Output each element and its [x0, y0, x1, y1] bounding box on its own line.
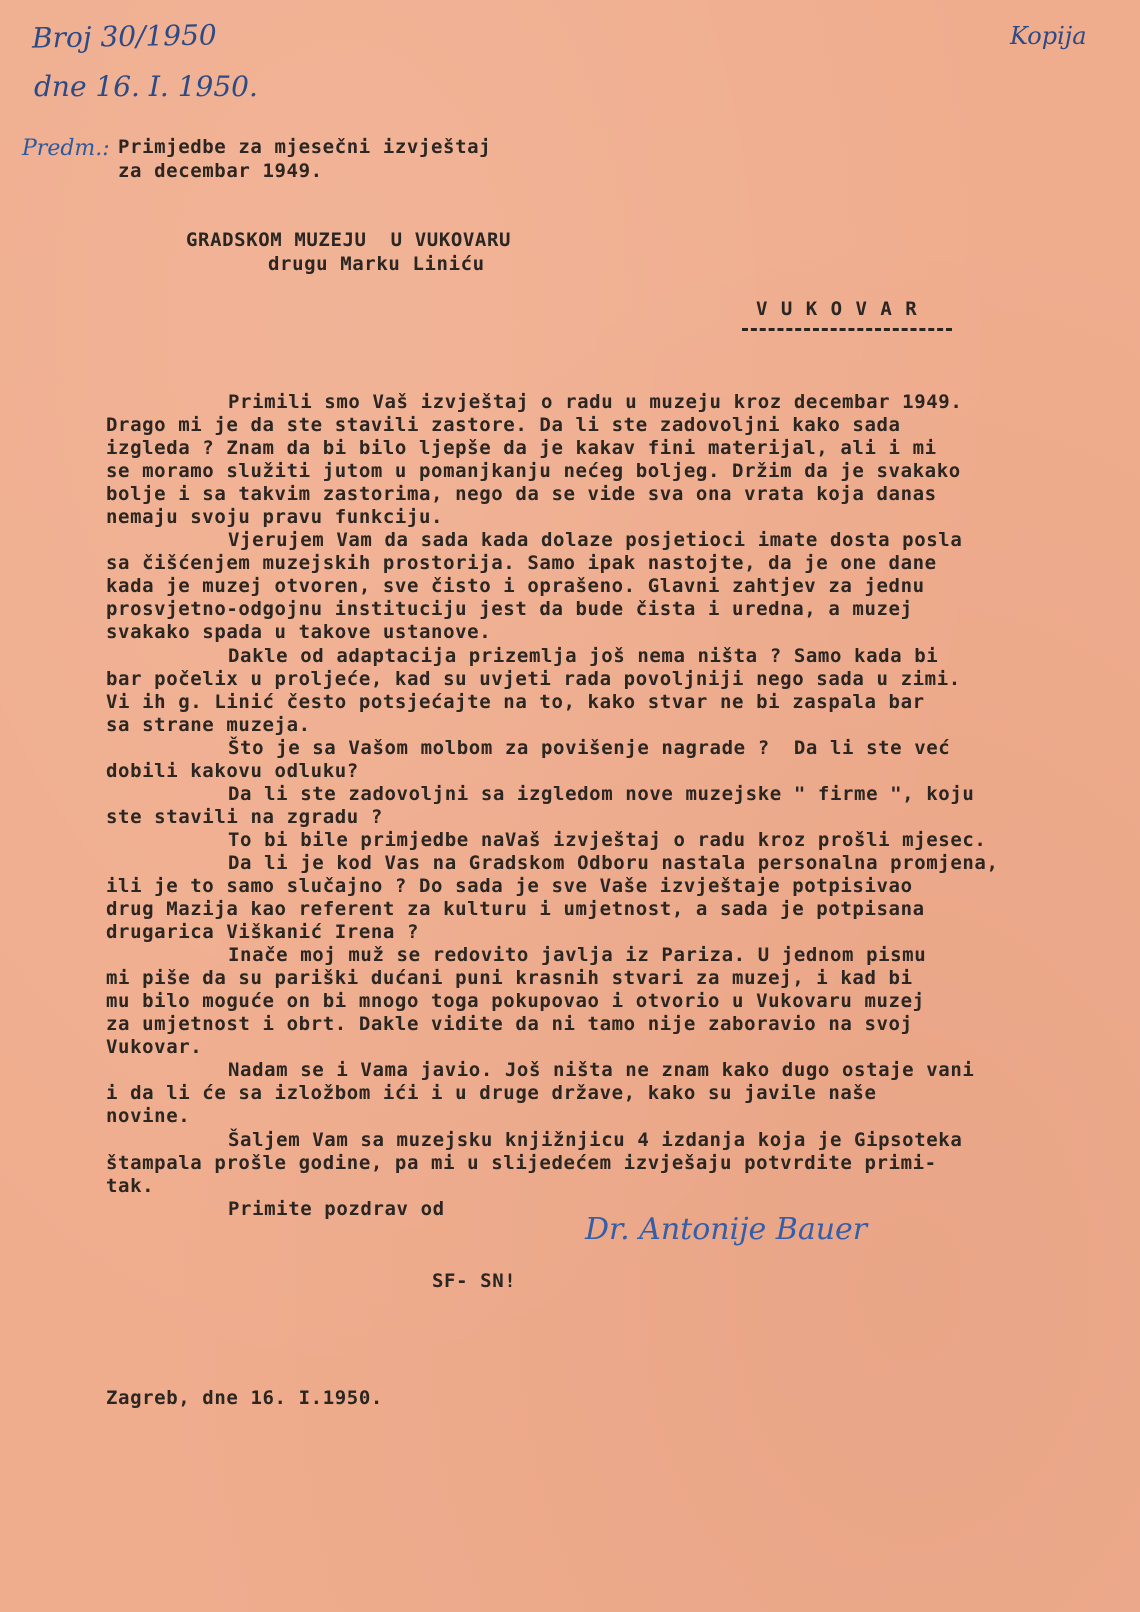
place-date: Zagreb, dne 16. I.1950. [106, 1387, 383, 1409]
body-line: novine. [106, 1105, 191, 1128]
body-line: Vi ih g. Linić često potsjećajte na to, kako stvar ne bi zaspala bar [106, 690, 925, 713]
body-line: svakako spada u takove ustanove. [106, 621, 492, 644]
body-line: Vukovar. [106, 1036, 203, 1059]
body-line: Drago mi je da ste stavili zastore. Da li ste zadovoljni kako sada [106, 414, 901, 437]
document-date: dne 16. I. 1950. [34, 70, 258, 103]
body-line: nemaju svoju pravu funkciju. [106, 506, 444, 529]
recipient-line-1: GRADSKOM MUZEJU U VUKOVARU [186, 229, 512, 251]
body-line: Nadam se i Vama javio. Još ništa ne znam kako dugo ostaje vani [228, 1059, 975, 1082]
recipient-line-2: drugu Marku Liniću [268, 253, 485, 275]
body-line: sa strane muzeja. [106, 713, 311, 736]
body-line: mu bilo moguće on bi mnogo toga pokupovao i otvorio u Vukovaru muzej [106, 990, 925, 1013]
body-line: Primite pozdrav od [228, 1197, 445, 1220]
copy-mark: Kopija [1010, 22, 1087, 50]
body-line: dobili kakovu odluku? [106, 759, 359, 782]
body-line: drug Mazija kao referent za kulturu i umjetnost, a sada je potpisana [106, 898, 925, 921]
body-line: Vjerujem Vam da sada kada dolaze posjetioci imate dosta posla [228, 529, 963, 552]
body-line: Što je sa Vašom molbom za povišenje nagrade ? Da li ste već [228, 736, 951, 759]
body-line: drugarica Viškanić Irena ? [106, 921, 420, 944]
body-line: kada je muzej otvoren, sve čisto i oprašeno. Glavni zahtjev za jednu [106, 575, 925, 598]
body-line: To bi bile primjedbe naVaš izvještaj o radu kroz prošli mjesec. [228, 828, 987, 851]
body-line: ili je to samo slučajno ? Do sada je sve Vaše izvještaje potpisivao [106, 874, 913, 897]
body-line: tak. [106, 1174, 155, 1197]
body-line: ste stavili na zgradu ? [106, 805, 383, 828]
letter-body [106, 391, 999, 1221]
body-line: bolje i sa takvim zastorima, nego da se vide sva ona vrata koja danas [106, 483, 937, 506]
subject-line-2: za decembar 1949. [118, 160, 323, 182]
body-line: za umjetnost i obrt. Dakle vidite da ni tamo nije zaboravio na svoj [106, 1013, 913, 1036]
body-line: prosvjetno-odgojnu instituciju jest da bude čista i uredna, a muzej [106, 598, 913, 621]
body-line: Primili smo Vaš izvještaj o radu u muzeju kroz decembar 1949. [228, 391, 963, 413]
signature: Dr. Antonije Bauer [585, 1212, 868, 1247]
city-underline [742, 328, 952, 331]
body-line: Dakle od adaptacija prizemlja još nema ništa ? Samo kada bi [228, 644, 939, 667]
salutation: SF- SN! [432, 1270, 517, 1292]
body-line: mi piše da su pariški dućani puni krasnih stvari za muzej, i kad bi [106, 967, 913, 990]
body-line: sa čišćenjem muzejskih prostorija. Samo ipak nastojte, da je one dane [106, 552, 937, 575]
body-line: Šaljem Vam sa muzejsku knjižnjicu 4 izdanja koja je Gipsoteka [228, 1128, 963, 1151]
body-line: bar počelix u proljeće, kad su uvjeti rada povoljniji nego sada u zimi. [106, 667, 961, 690]
subject-mark: Predm.: [22, 136, 110, 161]
body-line: štampala prošle godine, pa mi u slijedećem izvješaju potvrdite primi- [106, 1151, 937, 1174]
recipient-city: V U K O V A R [756, 298, 918, 320]
body-line: izgleda ? Znam da bi bilo ljepše da je kakav fini materijal, ali i mi [106, 437, 937, 460]
body-line: Da li je kod Vas na Gradskom Odboru nastala personalna promjena, [228, 851, 999, 874]
body-line: se moramo služiti jutom u pomanjkanju nećeg boljeg. Držim da je svakako [106, 460, 961, 483]
body-line: i da li će sa izložbom ići i u druge države, kako su javile naše [106, 1082, 877, 1105]
body-line: Da li ste zadovoljni sa izgledom nove muzejske " firme ", koju [228, 782, 975, 805]
document-number: Broj 30/1950 [31, 18, 218, 55]
body-line: Inače moj muž se redovito javlja iz Pariza. U jednom pismu [228, 944, 927, 967]
subject-line-1: Primjedbe za mjesečni izvještaj [118, 136, 492, 158]
